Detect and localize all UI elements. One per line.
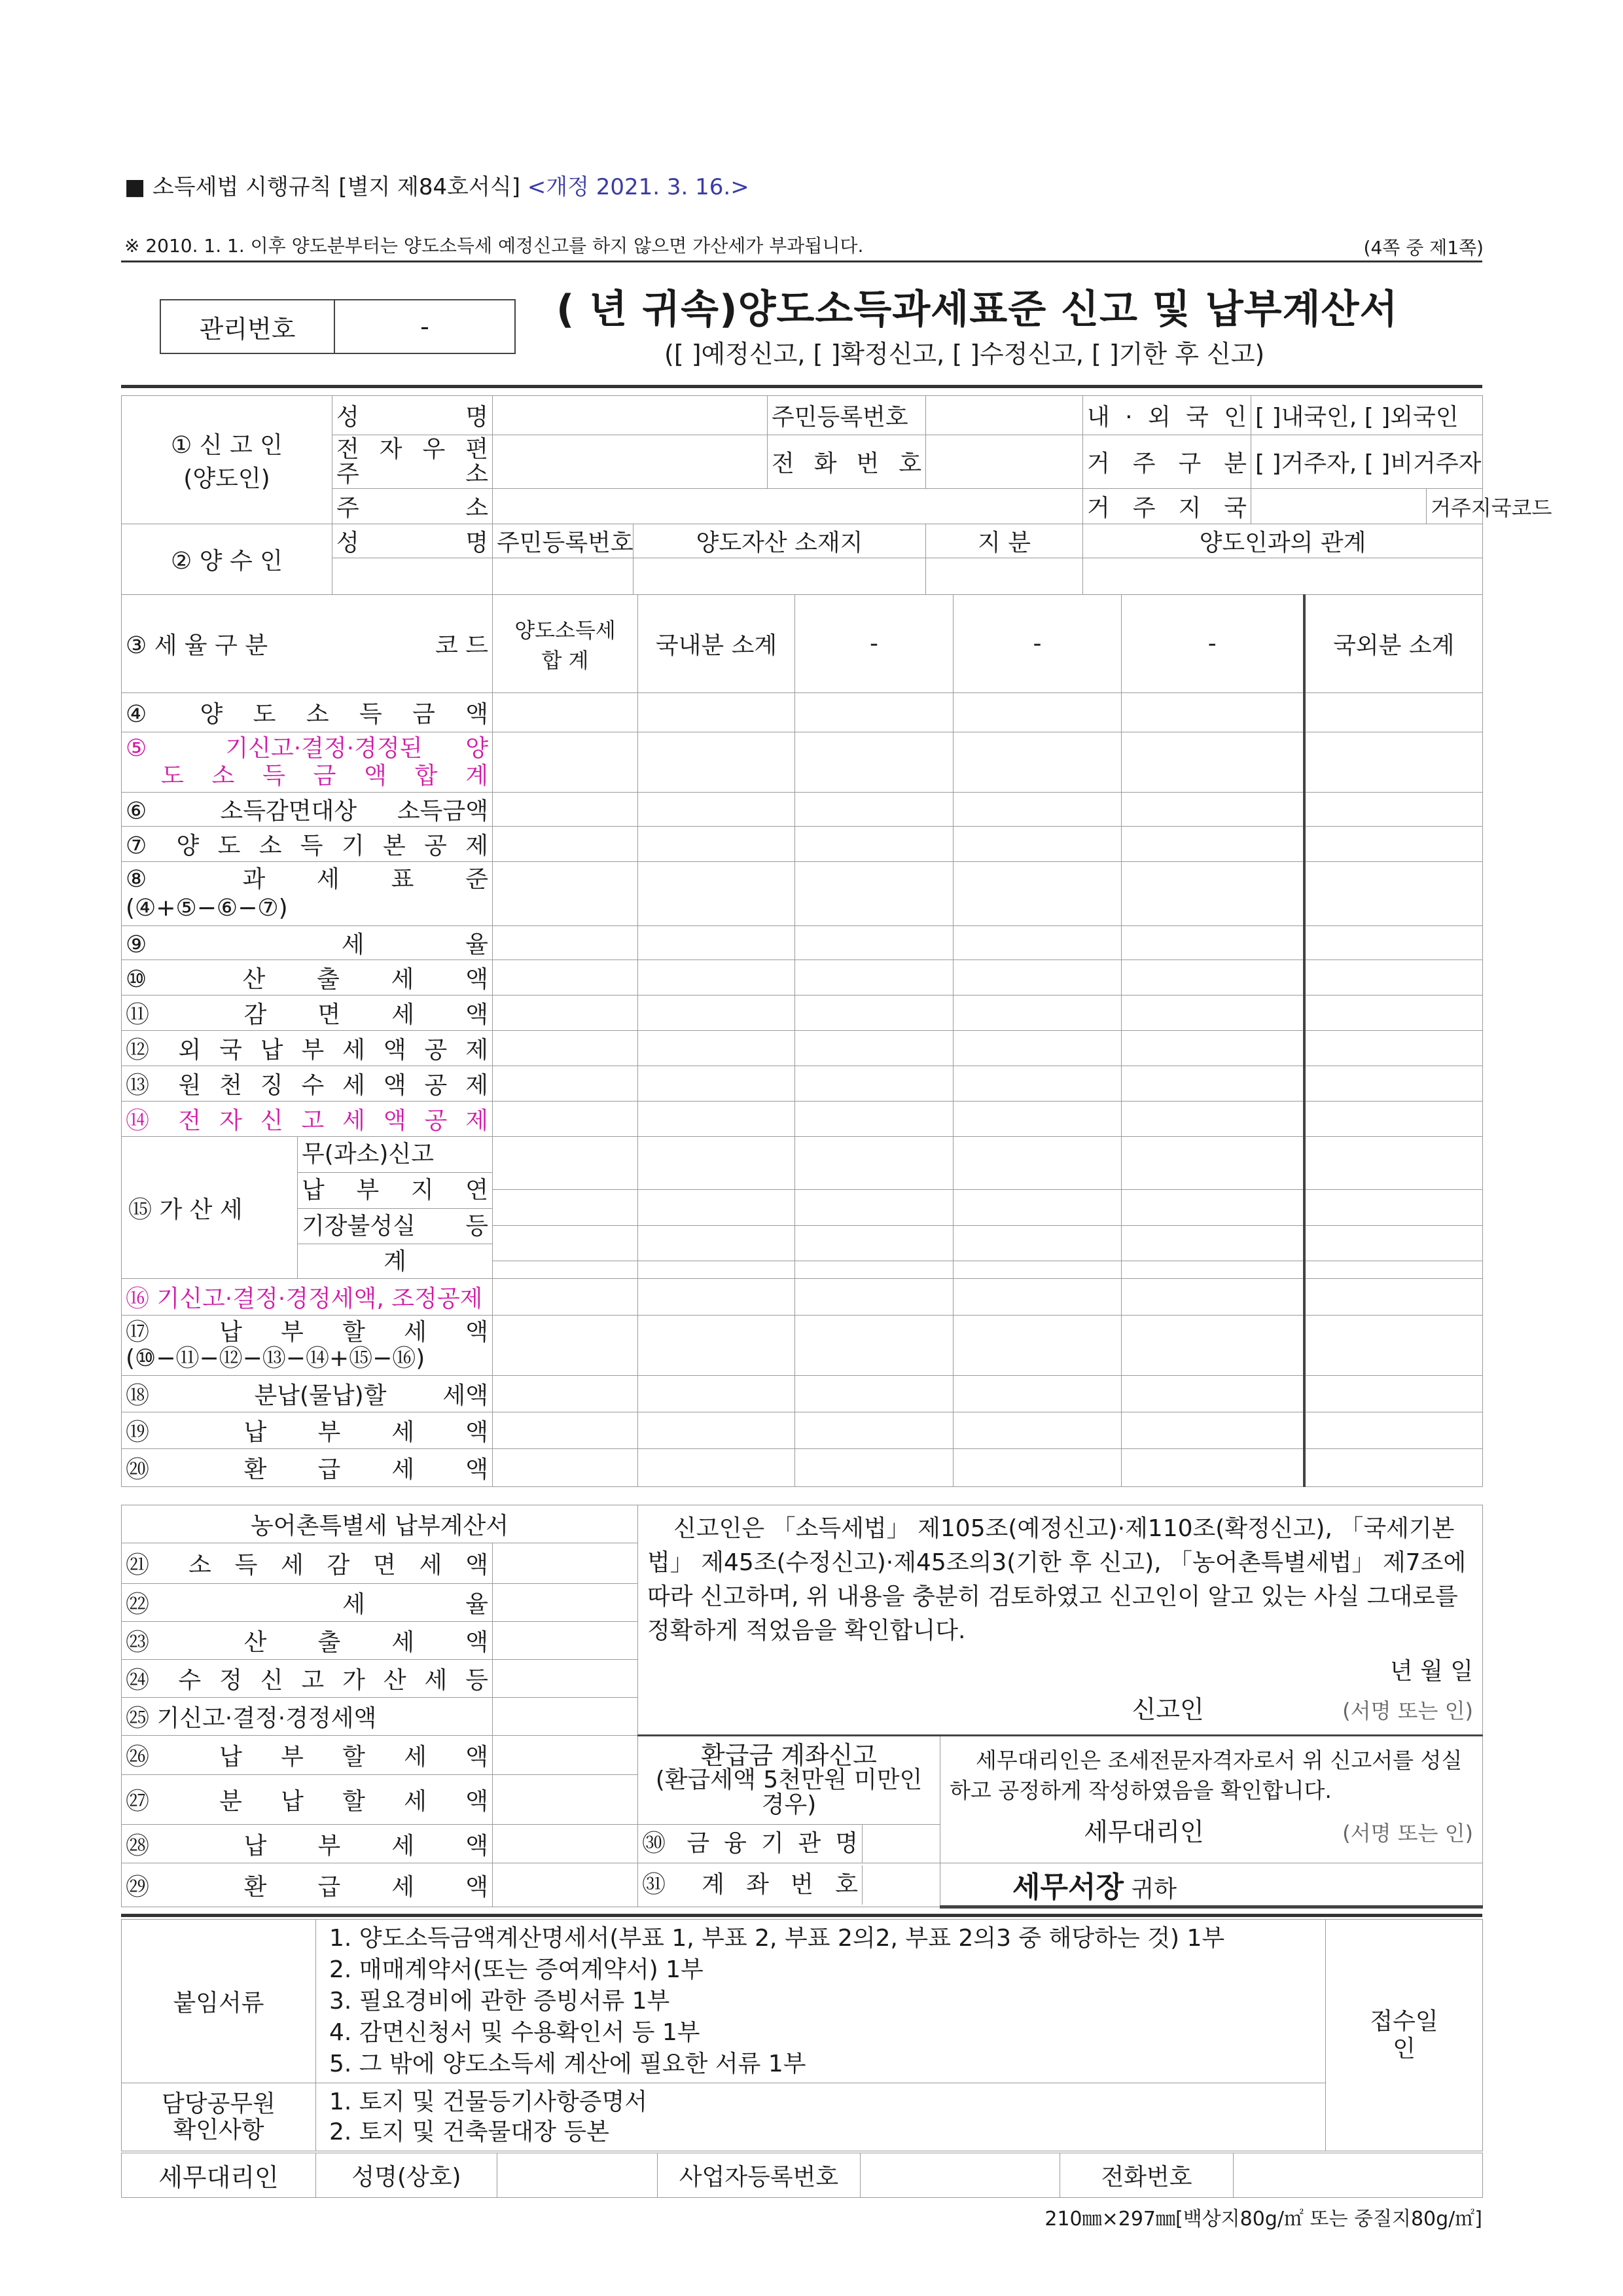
management-number-label: 관리번호 bbox=[161, 300, 335, 353]
row-7-label: ⑦ 양 도 소 득 기 본 공 제 bbox=[122, 827, 493, 862]
refund-title-3: 경우) bbox=[761, 1791, 817, 1818]
declarant-label-2: (양도인) bbox=[183, 465, 270, 492]
agent-phone-label: 전화번호 bbox=[1060, 2153, 1234, 2198]
declarant-rrn-label: 주민등록번호 bbox=[768, 396, 926, 435]
row-13-label: ⑬ 원 천 징 수 세 액 공 제 bbox=[122, 1066, 493, 1102]
attachments-label: 붙임서류 bbox=[122, 1920, 316, 2083]
tax-rate-code-label bbox=[122, 595, 493, 693]
late-filing-notice: ※ 2010. 1. 1. 이후 양도분부터는 양도소득세 예정신고를 하지 않으면 가산세가 부과됩니다. bbox=[124, 235, 864, 257]
row-28-label: ㉘ 납 부 세 액 bbox=[122, 1825, 493, 1863]
regulation-text: ■ 소득세법 시행규칙 [별지 제84호서식] bbox=[124, 174, 520, 200]
special-tax-table bbox=[121, 1505, 1483, 1909]
email-label-1: 전 자 우 편 bbox=[336, 435, 488, 463]
transferee-rrn-field[interactable] bbox=[493, 558, 633, 595]
declarant-rrn-field[interactable] bbox=[926, 396, 1083, 435]
row-17-label bbox=[122, 1316, 493, 1376]
email-label bbox=[332, 435, 493, 489]
total-header bbox=[493, 595, 638, 693]
penalty-bookkeeping: 기장불성실 등 bbox=[298, 1209, 492, 1244]
agent-signer-label: 세무대리인 bbox=[1084, 1818, 1204, 1846]
row-25-label: ㉕ 기신고·결정·경정세액 bbox=[122, 1697, 493, 1735]
officer-check-list bbox=[316, 2083, 1326, 2151]
phone-field[interactable] bbox=[926, 435, 1083, 489]
row-29-label: ㉙ 환 급 세 액 bbox=[122, 1863, 493, 1907]
form-title: ( 년 귀속)양도소득과세표준 신고 및 납부계산서 bbox=[556, 287, 1399, 332]
tax-office-name: 세무서장 bbox=[1012, 1871, 1124, 1904]
code-field-2[interactable]: - bbox=[954, 595, 1122, 693]
row-6-label: ⑥ 소득감면대상 소득금액 bbox=[122, 793, 493, 827]
row-24-label: ㉔ 수 정 신 고 가 산 세 등 bbox=[122, 1660, 493, 1698]
row-14-label: ⑭ 전 자 신 고 세 액 공 제 bbox=[122, 1102, 493, 1137]
officer-check-label bbox=[122, 2083, 316, 2151]
row-11-label: ⑪ 감 면 세 액 bbox=[122, 996, 493, 1031]
bizno-field[interactable] bbox=[861, 2153, 1060, 2198]
transferee-name-label: 성 명 bbox=[332, 524, 493, 558]
attachment-item: 5. 그 밖에 양도소득세 계산에 필요한 서류 1부 bbox=[329, 2050, 806, 2077]
country-field[interactable] bbox=[1251, 489, 1427, 524]
penalty-label: ⑮ 가 산 세 bbox=[122, 1137, 298, 1278]
receipt-fee-box bbox=[1326, 1920, 1483, 2151]
transferee-label: ② 양 수 인 bbox=[122, 524, 332, 595]
penalty-late-payment: 납 부 지 연 bbox=[298, 1173, 492, 1209]
revision-date: <개정 2021. 3. 16.> bbox=[527, 174, 749, 200]
bank-name-label: ㉚ 금 융 기 관 명 bbox=[638, 1825, 863, 1863]
agent-info-label: 세무대리인 bbox=[122, 2153, 316, 2198]
paper-spec: 210㎜×297㎜[백상지80g/㎡ 또는 중질지80g/㎡] bbox=[1044, 2208, 1482, 2231]
row-27-label: ㉗ 분 납 할 세 액 bbox=[122, 1775, 493, 1825]
declarant-name-label: 성 명 bbox=[332, 396, 493, 435]
agent-info-table bbox=[121, 2153, 1483, 2198]
row-21-label: ㉑ 소 득 세 감 면 세 액 bbox=[122, 1543, 493, 1583]
agent-name-label: 성명(상호) bbox=[316, 2153, 497, 2198]
row-18-label: ⑱ 분납(물납)할 세액 bbox=[122, 1376, 493, 1412]
transferee-rrn-label: 주민등록번호 bbox=[493, 524, 633, 558]
residency-options[interactable]: [ ]거주자, [ ]비거주자 bbox=[1251, 435, 1483, 489]
row-20-label: ⑳ 환 급 세 액 bbox=[122, 1449, 493, 1487]
tax-rate-label-text: ③ 세 율 구 분 bbox=[126, 632, 268, 659]
management-number-field[interactable]: - bbox=[420, 312, 429, 341]
row-16-label: ⑯ 기신고·결정·경정세액, 조정공제 bbox=[122, 1279, 493, 1316]
attachment-item: 3. 필요경비에 관한 증빙서류 1부 bbox=[329, 1987, 670, 2015]
email-label-2: 주 소 bbox=[336, 460, 488, 488]
page-indicator: (4쪽 중 제1쪽) bbox=[1363, 237, 1484, 259]
nationality-label: 내 · 외 국 인 bbox=[1083, 396, 1251, 435]
row-26-label: ㉖ 납 부 할 세 액 bbox=[122, 1736, 493, 1775]
address-label: 주 소 bbox=[332, 489, 493, 524]
row-9-label: ⑨ 세 율 bbox=[122, 926, 493, 960]
code-field-3[interactable]: - bbox=[1122, 595, 1304, 693]
agent-phone-field[interactable] bbox=[1234, 2153, 1483, 2198]
honorific: 귀하 bbox=[1131, 1876, 1177, 1903]
row-8-label-2: (④+⑤−⑥−⑦) bbox=[126, 894, 288, 922]
refund-account-header bbox=[638, 1736, 940, 1825]
relation-field[interactable] bbox=[1083, 558, 1483, 595]
total-header-2: 합 계 bbox=[541, 647, 589, 673]
declarant-label bbox=[122, 396, 332, 524]
declaration-date[interactable]: 년 월 일 bbox=[1389, 1658, 1474, 1685]
row-19-label: ⑲ 납 부 세 액 bbox=[122, 1412, 493, 1449]
asset-location-field[interactable] bbox=[633, 558, 926, 595]
declarant-table bbox=[121, 395, 1552, 595]
officer-check-label-1: 담당공무원 bbox=[162, 2090, 276, 2117]
transferee-name-field[interactable] bbox=[332, 558, 493, 595]
agent-confirmation-text: 세무대리인은 조세전문자격자로서 위 신고서를 성실하고 공정하게 작성하였음을 확인합니다. bbox=[950, 1748, 1463, 1803]
row-22-label: ㉒ 세 율 bbox=[122, 1584, 493, 1622]
officer-check-label-2: 확인사항 bbox=[173, 2116, 264, 2144]
declaration-block bbox=[638, 1505, 1483, 1736]
row-23-label: ㉓ 산 출 세 액 bbox=[122, 1622, 493, 1660]
officer-check-item: 1. 토지 및 건물등기사항증명서 bbox=[329, 2088, 647, 2115]
refund-title-1: 환급금 계좌신고 bbox=[700, 1741, 878, 1770]
code-label-text: 코 드 bbox=[435, 632, 488, 659]
agent-name-field[interactable] bbox=[497, 2153, 658, 2198]
account-row bbox=[638, 1863, 940, 1907]
penalty-block bbox=[122, 1137, 493, 1279]
email-field[interactable] bbox=[493, 435, 768, 489]
attachment-item: 1. 양도소득금액계산명세서(부표 1, 부표 2, 부표 2의2, 부표 2의3 중 해당하는 것) 1부 bbox=[329, 1924, 1225, 1952]
relation-label: 양도인과의 관계 bbox=[1083, 524, 1483, 558]
row-5-label-1: ⑤ 기신고·결정·경정된 양 bbox=[126, 734, 488, 762]
agent-block bbox=[940, 1736, 1483, 1863]
code-field-1[interactable]: - bbox=[795, 595, 954, 693]
phone-label: 전 화 번 호 bbox=[768, 435, 926, 489]
row-17-label-1: ⑰ 납 부 할 세 액 bbox=[126, 1318, 488, 1346]
title-divider bbox=[121, 385, 1482, 388]
agent-signature[interactable]: (서명 또는 인) bbox=[1342, 1821, 1474, 1846]
domestic-subtotal-header: 국내분 소계 bbox=[638, 595, 795, 693]
total-header-1: 양도소득세 bbox=[514, 617, 616, 643]
filing-type-options[interactable]: ([ ]예정신고, [ ]확정신고, [ ]수정신고, [ ]기한 후 신고) bbox=[664, 340, 1265, 368]
special-tax-title: 농어촌특별세 납부계산서 bbox=[122, 1505, 638, 1543]
address-field[interactable] bbox=[493, 489, 1083, 524]
row-8-label bbox=[122, 862, 493, 926]
foreign-subtotal-header: 국외분 소계 bbox=[1304, 595, 1483, 693]
attachments-list bbox=[316, 1920, 1326, 2083]
receipt-fee-label-2: 인 bbox=[1393, 2035, 1416, 2062]
share-label: 지 분 bbox=[926, 524, 1083, 558]
officer-check-item: 2. 토지 및 건축물대장 등본 bbox=[329, 2118, 609, 2145]
row-12-label: ⑫ 외 국 납 부 세 액 공 제 bbox=[122, 1031, 493, 1066]
account-number-field[interactable] bbox=[863, 1865, 940, 1905]
attachments-table bbox=[121, 1919, 1483, 2151]
share-field[interactable] bbox=[926, 558, 1083, 595]
receipt-fee-label-1: 접수일 bbox=[1370, 2007, 1438, 2035]
declaration-text: 신고인은 「소득세법」 제105조(예정신고)·제110조(확정신고), 「국세기본법」 제45조(수정신고)·제45조의3(기한 후 신고), 「농어촌특별세법」 제7조에 따라 신고하며, 위 내용을 충분히 검토하였고 신고인이 알고 있는 사실 그대로를 정확하게 적었음을 확인합니다. bbox=[647, 1515, 1467, 1644]
declarant-label-1: ① 신 고 인 bbox=[171, 431, 283, 459]
management-number-box bbox=[160, 299, 516, 354]
row-8-label-1: ⑧ 과 세 표 준 bbox=[126, 865, 488, 893]
tax-office-addressee bbox=[940, 1863, 1483, 1907]
nationality-options[interactable]: [ ]내국인, [ ]외국인 bbox=[1251, 396, 1483, 435]
account-number-label: ㉛ 계 좌 번 호 bbox=[638, 1865, 863, 1905]
row-5-label bbox=[122, 732, 493, 793]
attachment-item: 4. 감면신청서 및 수용확인서 등 1부 bbox=[329, 2018, 700, 2046]
divider bbox=[121, 260, 1482, 262]
attachment-item: 2. 매매계약서(또는 증여계약서) 1부 bbox=[329, 1956, 704, 1983]
attachments-divider bbox=[121, 1914, 1482, 1917]
row-10-label: ⑩ 산 출 세 액 bbox=[122, 960, 493, 996]
penalty-underreport: 무(과소)신고 bbox=[298, 1137, 492, 1173]
declarant-signature[interactable]: (서명 또는 인) bbox=[1342, 1698, 1474, 1723]
bank-name-field[interactable] bbox=[863, 1825, 940, 1863]
declarant-signer-label: 신고인 bbox=[1132, 1695, 1204, 1724]
declarant-name-field[interactable] bbox=[493, 396, 768, 435]
computation-table bbox=[121, 594, 1483, 1487]
regulation-header bbox=[124, 169, 749, 201]
asset-location-label: 양도자산 소재지 bbox=[633, 524, 926, 558]
bizno-label: 사업자등록번호 bbox=[658, 2153, 861, 2198]
residency-label: 거 주 구 분 bbox=[1083, 435, 1251, 489]
bank-name-row bbox=[638, 1825, 940, 1863]
refund-title-2: (환급세액 5천만원 미만인 bbox=[655, 1767, 923, 1793]
row-5-label-2: 도 소 득 금 액 합 계 bbox=[161, 762, 488, 789]
row-17-label-2: (⑩−⑪−⑫−⑬−⑭+⑮−⑯) bbox=[126, 1344, 425, 1372]
penalty-total: 계 bbox=[383, 1248, 406, 1275]
row-4-label: ④ 양 도 소 득 금 액 bbox=[122, 693, 493, 732]
country-code-label: 거주지국코드 bbox=[1427, 489, 1483, 524]
country-label: 거 주 지 국 bbox=[1083, 489, 1251, 524]
